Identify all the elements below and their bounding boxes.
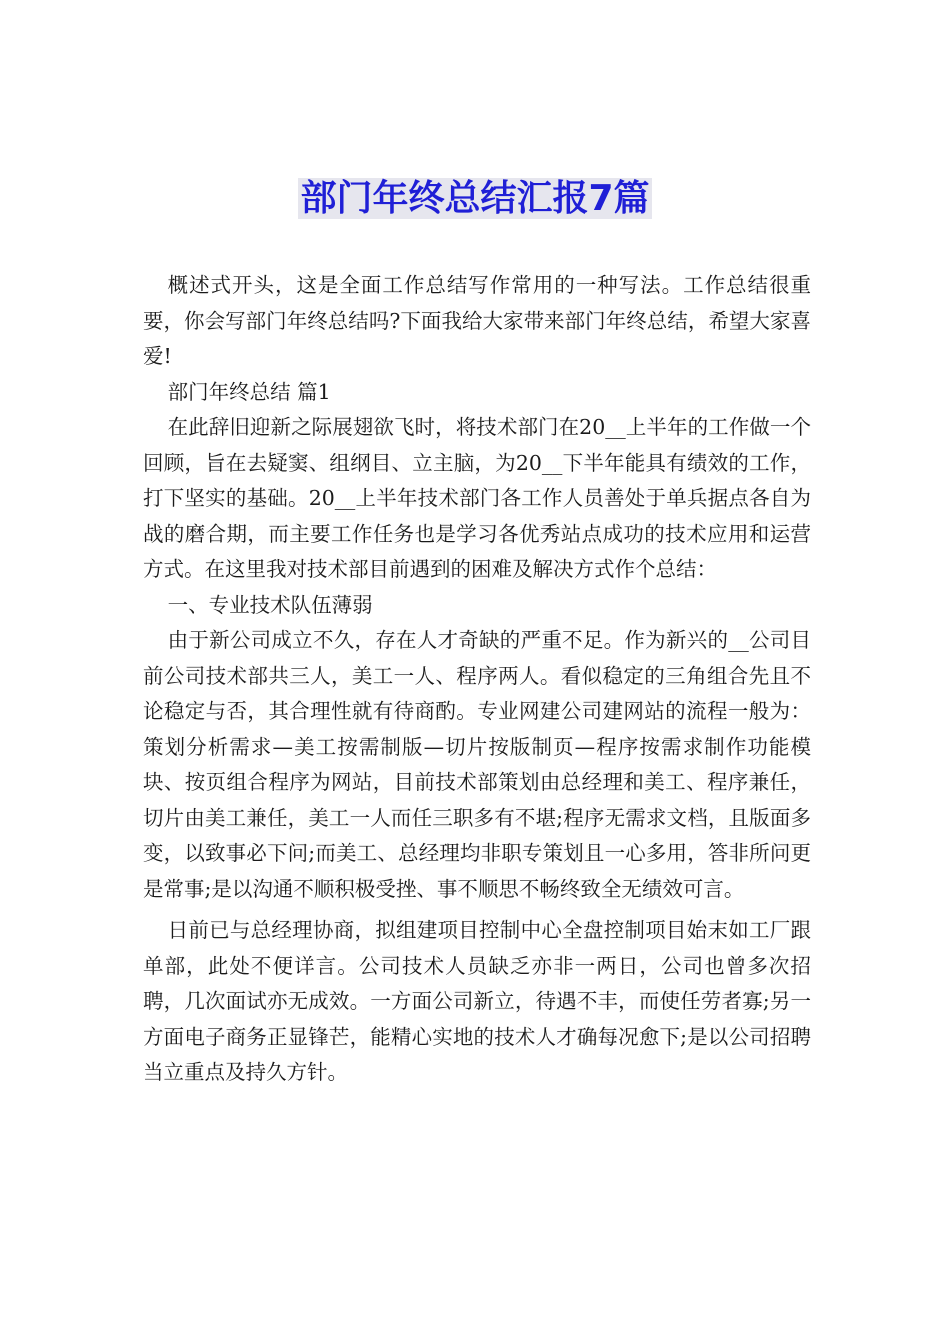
intro-paragraph: 概述式开头，这是全面工作总结写作常用的一种写法。工作总结很重要，你会写部门年终总结吗?下面我给大家带来部门年终总结，希望大家喜爱! bbox=[143, 273, 811, 368]
document-body bbox=[143, 268, 811, 1091]
document-title bbox=[0, 172, 950, 226]
document-title-text: 部门年终总结汇报7篇 bbox=[300, 178, 650, 219]
body-paragraph: 日前已与总经理协商，拟组建项目控制中心全盘控制项目始末如工厂跟单部，此处不便详言。公司技术人员缺乏亦非一两日，公司也曾多次招聘，几次面试亦无成效。一方面公司新立，待遇不丰，而使任劳者寡;另一方面电子商务正显锋芒，能精心实地的技术人才确每况愈下;是以公司招聘当立重点及持久方针。 bbox=[143, 918, 811, 1084]
body-paragraph: 在此辞旧迎新之际展翅欲飞时，将技术部门在20__上半年的工作做一个回顾，旨在去疑窦、组纲目、立主脑，为20__下半年能具有绩效的工作，打下坚实的基础。20__上半年技术部门各工作人员善处于单兵据点各自为战的磨合期，而主要工作任务也是学习各优秀站点成功的技术应用和运营方式。在这里我对技术部目前遇到的困难及解决方式作个总结： bbox=[143, 415, 811, 581]
body-paragraph: 由于新公司成立不久，存在人才奇缺的严重不足。作为新兴的__公司目前公司技术部共三人，美工一人、程序两人。看似稳定的三角组合先且不论稳定与否，其合理性就有待商酌。专业网建公司建网站的流程一般为：策划分析需求—美工按需制版—切片按版制页—程序按需求制作功能模块、按页组合程序为网站，目前技术部策划由总经理和美工、程序兼任，切片由美工兼任，美工一人而任三职多有不堪;程序无需求文档，且版面多变，以致事必下问;而美工、总经理均非职专策划且一心多用，答非所问更是常事;是以沟通不顺积极受挫、事不顺思不畅终致全无绩效可言。 bbox=[143, 628, 811, 901]
section-heading-part-1: 部门年终总结 篇1 bbox=[167, 379, 331, 404]
subsection-heading: 一、专业技术队伍薄弱 bbox=[167, 592, 373, 617]
